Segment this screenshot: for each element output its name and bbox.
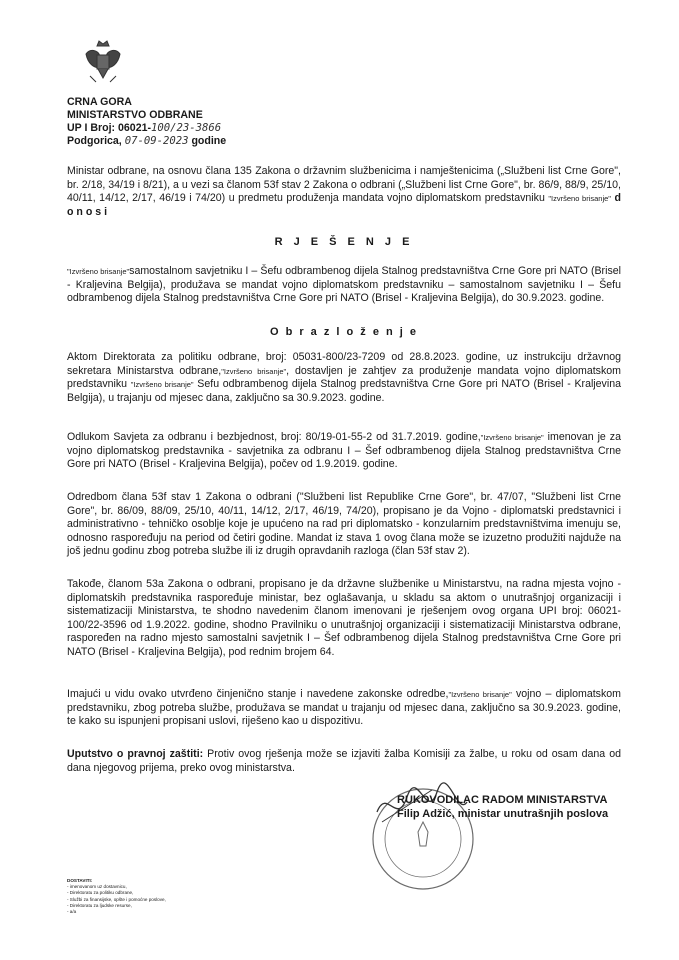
signatory-name: Filip Adžić, ministar unutrašnjih poslova [397, 808, 609, 820]
redaction-note: "Izvršeno brisanje" [548, 194, 611, 204]
coat-of-arms-emblem [78, 38, 128, 88]
redaction-note: "Izvršeno brisanje" [67, 267, 130, 276]
list-item: - Direktoratu za ljudske resurse, [67, 902, 132, 908]
legal-remedy-paragraph: Uputstvo o pravnoj zaštiti: Protiv ovog rješenja može se izjaviti žalba Komisiji za žalbe, u roku od osam dana od dana njegovog prijema, preko ovog ministarstva. [67, 748, 621, 774]
legal-remedy-label: Uputstvo o pravnoj zaštiti: [67, 748, 204, 760]
ministry-name: MINISTARSTVO ODBRANE [67, 109, 203, 121]
distribution-title: DOSTAVITI: [67, 878, 93, 883]
case-number [67, 122, 226, 135]
reasoning-paragraph-3: Odredbom člana 53f stav 1 Zakona o odbrani ("Službeni list Republike Crne Gore", br. 47/07, "Službeni list Crne Gore", br. 86/09, 88/09, 25/10, 40/11, 14/12, 2/17, 46/19, 74/20), propisano je da Vojno - diplomatski predstavnici i administrativno - tehničko osoblje koje je upućeno na rad pri diplomatsko - konzularnim predstavništvima imenuju se, odnosno raspoređuju na period od četiri godine. Mandat iz stava 1 ovog člana može se izuzetno produžiti najduže na još jednu godinu zbog potreba službe ili iz drugih opravdanih razloga (član 53f stav 2). [67, 491, 621, 558]
redaction-note: "Izvršeno brisanje" [221, 366, 287, 376]
signatory-title: RUKOVODILAC RADOM MINISTARSTVA [397, 794, 608, 806]
reasoning-paragraph-4: Takođe, članom 53a Zakona o odbrani, propisano je da državne službenike u Ministarstvu, na radna mjesta vojno - diplomatskih predstavnika raspoređuje ministar, bez oglašavanja, u skladu sa aktom o unutrašnjoj organizaciji i sistematizaciji Ministarstva, te shodno navedenim članom imenovani je rješenjem ovog organa UPI broj: 06021-100/22-3596 od 1.9.2022. godine, shodno Pravilniku o unutrašnjoj organizaciji i sistematizaciji Ministarstva odbrane, raspoređen na radno mjesto samostalni savjetnik I – Šef odbrambenog dijela Stalnog predstavništva Crne Gore pri NATO (Brisel - Kraljevina Belgija), pod rednim brojem 64. [67, 578, 621, 658]
date-handwritten: 07-09-2023 [124, 135, 189, 147]
signature-block [397, 793, 637, 821]
reasoning-paragraph-5: Imajući u vidu ovako utvrđeno činjenično stanje i navedene zakonske odredbe,"Izvršeno brisanje" vojno – diplomatskom predstavniku, zbog potreba službe, produžava se mandat u trajanju od mjesec dana, zaključno sa 30.9.2023. godine, te kako su ispunjeni propisani uslovi, riješeno kao u dispozitivu. [67, 688, 621, 728]
reasoning-paragraph-1: Aktom Direktorata za politiku odbrane, broj: 05031-800/23-7209 od 28.8.2023. godine, uz instrukciju državnog sekretara Ministarstva odbrane,"Izvršeno brisanje", dostavljen je zahtjev za produženje mandata vojno diplomatskom predstavniku "Izvršeno brisanje" Sefu odbrambenog dijela Stalnog predstavništva Crne Gore pri NATO (Brisel - Kraljevina Belgija), u trajanju od mjesec dana, zaključno sa 30.9.2023. godine. [67, 351, 621, 404]
reasoning-paragraph-2: Odlukom Savjeta za odbranu i bezbjednost, broj: 80/19-01-55-2 od 31.7.2019. godine,"Izvršeno brisanje" imenovan je za vojno diplomatskog predstavnika - savjetnika za odbranu I – Šef odbrambenog dijela Stalnog predstavništva Crne Gore pri NATO (Brisel - Kraljevina Belgija), počev od 1.9.2019. godine. [67, 431, 621, 471]
city-label: Podgorica, [67, 135, 122, 147]
list-item: - a/a [67, 909, 77, 915]
case-number-handwritten: 100/23-3866 [151, 122, 222, 134]
case-number-label: UP I Broj: 06021- [67, 122, 151, 134]
list-item: - Direktoratu za politiku odbrane, [67, 890, 134, 896]
reasoning-title: O b r a z l o ž e n j e [269, 326, 419, 338]
redaction-note: "Izvršeno brisanje" [448, 690, 512, 699]
list-item: - imenovanom uz dostavnicu, [67, 884, 127, 890]
decision-title: R J E Š E N J E [274, 236, 414, 248]
country-name: CRNA GORA [67, 96, 132, 108]
redaction-note: "Izvršeno brisanje" [130, 380, 194, 390]
decision-paragraph: "Izvršeno brisanje"samostalnom savjetniku I – Šefu odbrambenog dijela Stalnog predstavništva Crne Gore pri NATO (Brisel - Kraljevina Belgija), produžava se mandat vojno diplomatskom predstavniku – samostalnom savjetniku I – Šefu odbrambenog dijela Stalnog predstavništva Crne Gore pri NATO (Brisel - Kraljevina Belgija), do 30.9.2023. godine. [67, 265, 621, 305]
redaction-note: "Izvršeno brisanje" [480, 433, 544, 442]
list-item: - Službi za finansijske, opšte i pomoćne poslove, [67, 896, 166, 902]
intro-paragraph: Ministar odbrane, na osnovu člana 135 Zakona o državnim službenicima i namještenicima („Službeni list Crne Gore", br. 2/18, 34/19 i 8/21), a u vezi sa članom 53f stav 2 Zakona o odbrani („Službeni list Crne Gore", br. 86/9, 88/9, 25/10, 40/11, 14/12, 2/17, 46/19 i 74/20) u predmetu produženja mandata vojno diplomatskom predstavniku "Izvršeno brisanje" d o n o s i [67, 165, 621, 218]
date-suffix: godine [191, 135, 227, 147]
distribution-list [67, 878, 207, 915]
document-date [67, 135, 226, 148]
donosi-word: d o n o s i [67, 192, 621, 218]
